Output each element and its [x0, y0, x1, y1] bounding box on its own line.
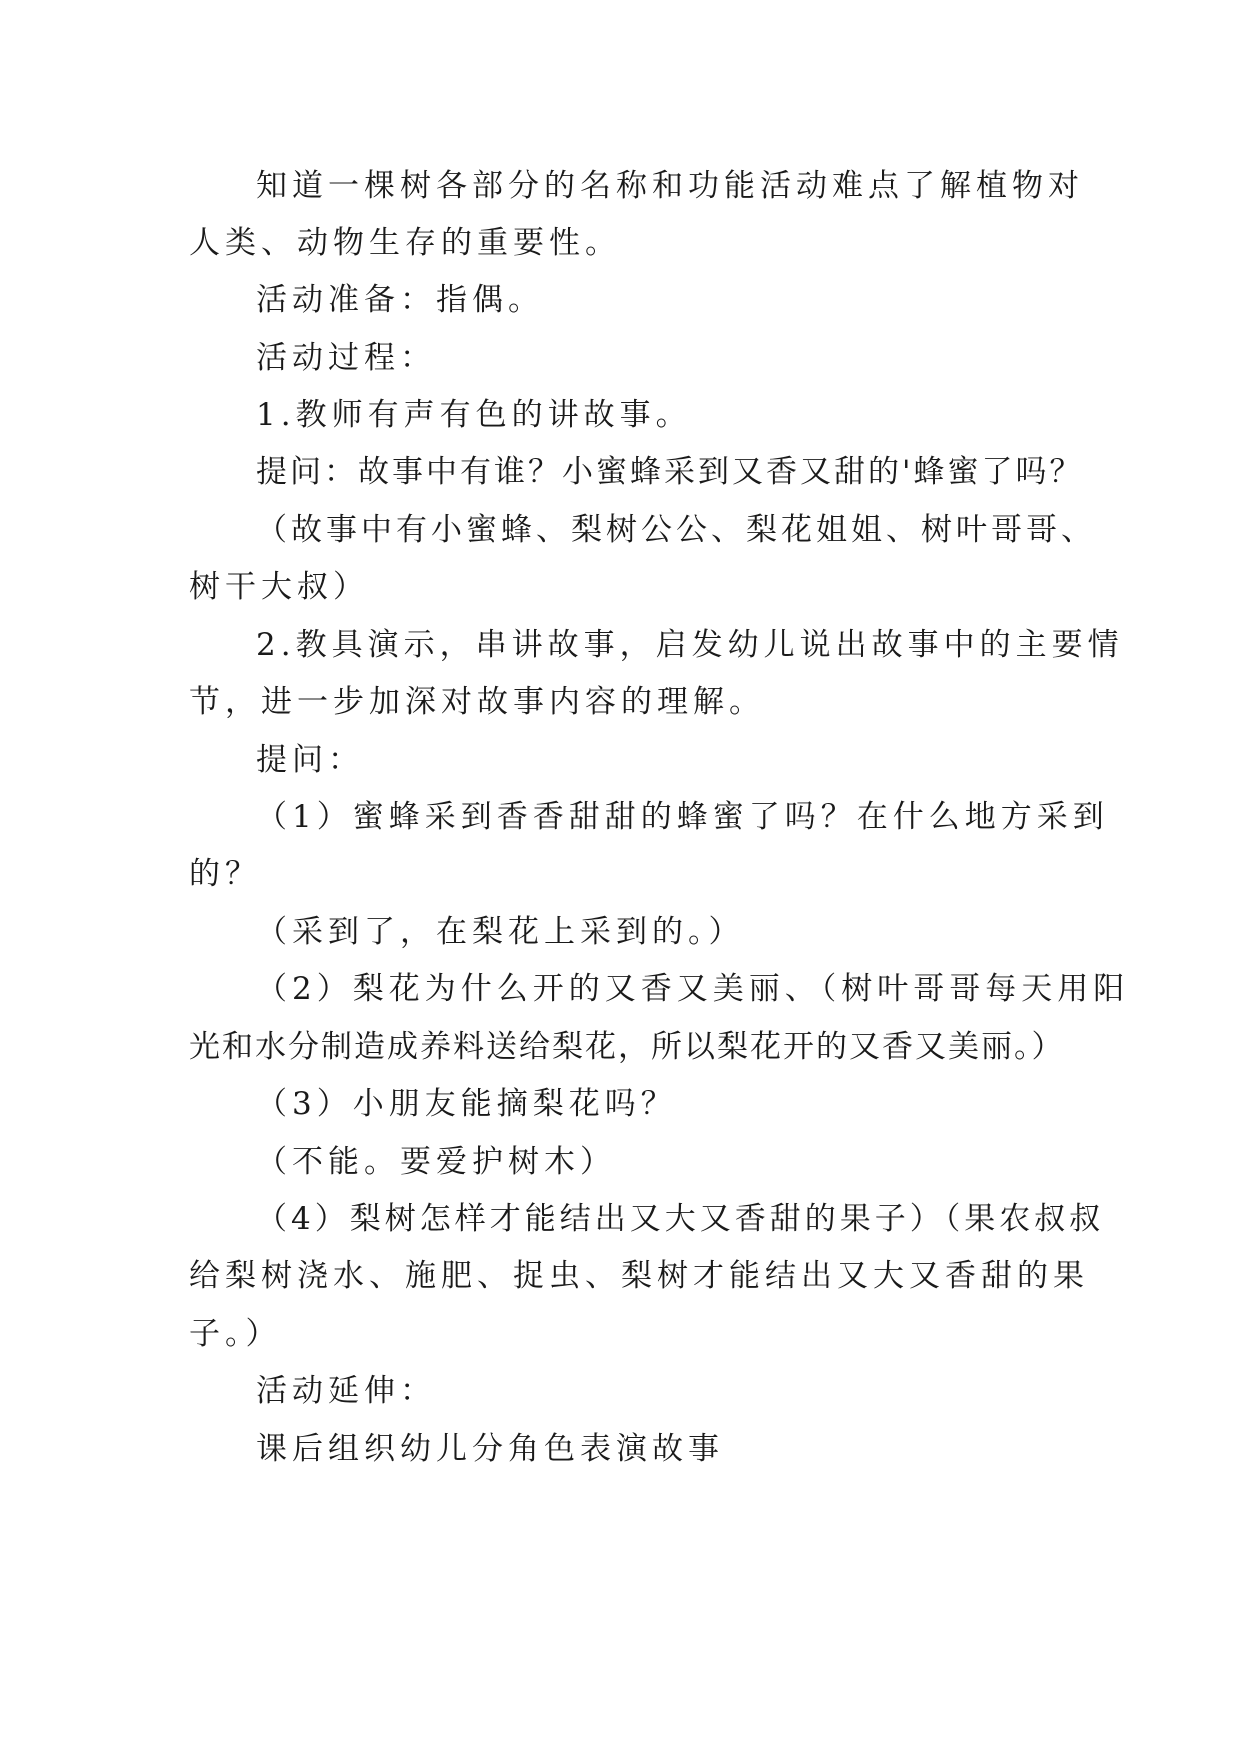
- paragraph-line: 树干大叔）: [189, 569, 369, 605]
- paragraph-line: （采到了，在梨花上采到的。）: [256, 914, 745, 950]
- paragraph-line: 光和水分制造成养料送给梨花，所以梨花开的又香又美丽。）: [189, 1029, 1065, 1065]
- paragraph-line: 活动过程：: [256, 340, 436, 376]
- paragraph-line: 节，进一步加深对故事内容的理解。: [189, 684, 765, 720]
- paragraph-line: （2）梨花为什么开的又香又美丽、（树叶哥哥每天用阳: [256, 971, 1130, 1007]
- paragraph-line: 知道一棵树各部分的名称和功能活动难点了解植物对: [256, 168, 1084, 204]
- paragraph-line: 活动准备：指偶。: [256, 282, 544, 318]
- paragraph-line: 提问：: [256, 742, 364, 778]
- paragraph-line: 的？: [189, 856, 261, 892]
- paragraph-line: 1.教师有声有色的讲故事。: [256, 397, 692, 433]
- paragraph-line: 提问：故事中有谁？小蜜蜂采到又香又甜的'蜂蜜了吗？: [256, 454, 1084, 490]
- paragraph-line: （3）小朋友能摘梨花吗？: [256, 1086, 677, 1122]
- paragraph-line: 活动延伸：: [256, 1373, 436, 1409]
- paragraph-line: 子。）: [189, 1316, 282, 1352]
- paragraph-line: （故事中有小蜜蜂、梨树公公、梨花姐姐、树叶哥哥、: [256, 512, 1096, 548]
- paragraph-line: （4）梨树怎样才能结出又大又香甜的果子）（果农叔叔: [256, 1201, 1105, 1237]
- paragraph-line: 2.教具演示，串讲故事，启发幼儿说出故事中的主要情: [256, 627, 1124, 663]
- paragraph-line: 课后组织幼儿分角色表演故事: [256, 1431, 724, 1467]
- paragraph-line: （不能。要爱护树木）: [256, 1144, 616, 1180]
- paragraph-line: 给梨树浇水、施肥、捉虫、梨树才能结出又大又香甜的果: [189, 1258, 1089, 1294]
- paragraph-line: 人类、动物生存的重要性。: [189, 225, 621, 261]
- paragraph-line: （1）蜜蜂采到香香甜甜的蜂蜜了吗？在什么地方采到: [256, 799, 1109, 835]
